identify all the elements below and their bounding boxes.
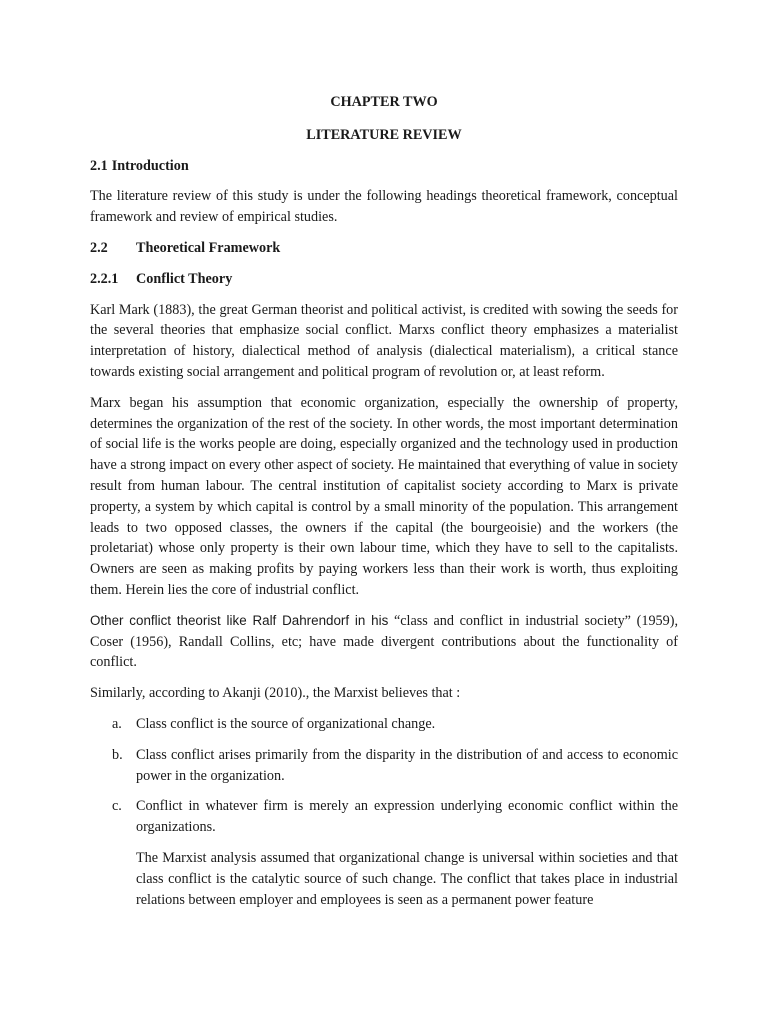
list-item (90, 745, 678, 787)
paragraph-marx-assumption: Marx began his assumption that economic organization, especially the ownership of property, determines the organization of the rest of the society. In other words, the most important determination of social life is the works people are doing, especially organized and the technology used in production have a strong impact on every other aspect of society. He maintained that everything of value in society result from human labour. The central institution of capitalist society according to Marx is private property, a system by which capital is control by a small minority of the population. This arrangement leads to two opposed classes, the owners if the capital (the bourgeoisie) and the workers (the proletariat) whose only property is their own labour time, which they have to sell to the capitalists. Owners are seen as making profits by paying workers less than their work is worth, thus exploiting them. Herein lies the core of industrial conflict. (90, 394, 678, 598)
paragraph-intro: The literature review of this study is under the following headings theoretical framework, conceptual framework and review of empirical studies. (90, 188, 678, 226)
handwritten-phrase: Other conflict theorist like Ralf Dahrendorf in his (90, 612, 389, 628)
list-item-text: Class conflict arises primarily from the disparity in the distribution of and access to economic power in the organization. (136, 746, 678, 784)
section-title: Conflict Theory (136, 270, 233, 287)
list-marker: a. (112, 715, 122, 732)
section-number: 2.1 (90, 157, 108, 174)
section-title: Introduction (111, 157, 189, 174)
chapter-heading: CHAPTER TWO (330, 94, 438, 110)
list-item (90, 714, 678, 735)
list-marker: b. (112, 746, 123, 763)
paragraph-karl-mark: Karl Mark (1883), the great German theorist and political activist, is credited with sowing the seeds for the several theories that emphasize social conflict. Marxs conflict theory emphasizes a materialist interpretation of history, dialectical method of analysis (dialectical materialism), a critical stance towards existing social arrangement and political program of revolution or, at least reform. (90, 301, 678, 380)
paragraph-continuation: (1959), Coser (1956), Randall Collins, etc; have made divergent contributions about the functionality of conflict. (90, 612, 679, 671)
list-item-text: Conflict in whatever firm is merely an expression underlying economic conflict within the organizations. (136, 798, 678, 836)
section-number: 2.2.1 (90, 270, 119, 287)
list-item-text: Class conflict is the source of organizational change. (136, 715, 436, 732)
section-title: Theoretical Framework (136, 239, 281, 256)
section-heading-intro (90, 156, 678, 177)
document-page (90, 92, 678, 910)
list-item (90, 796, 678, 838)
paragraph-similarly: Similarly, according to Akanji (2010)., the Marxist believes that : (90, 685, 461, 702)
paragraph-other-theorists (90, 611, 678, 673)
section-number: 2.2 (90, 239, 108, 256)
list-marker: c. (112, 798, 122, 815)
section-heading-conflict (90, 269, 678, 290)
chapter-title: LITERATURE REVIEW (306, 126, 462, 143)
paragraph-marxist-analysis: The Marxist analysis assumed that organizational change is universal within societies and that class conflict is the catalytic source of such change. The conflict that takes place in industrial relations between employer and employees is seen as a permanent power feature (136, 849, 678, 908)
section-heading-theoretical (90, 238, 678, 259)
book-title-quote: “class and conflict in industrial society” (393, 612, 631, 629)
marxist-beliefs-list (90, 714, 678, 838)
